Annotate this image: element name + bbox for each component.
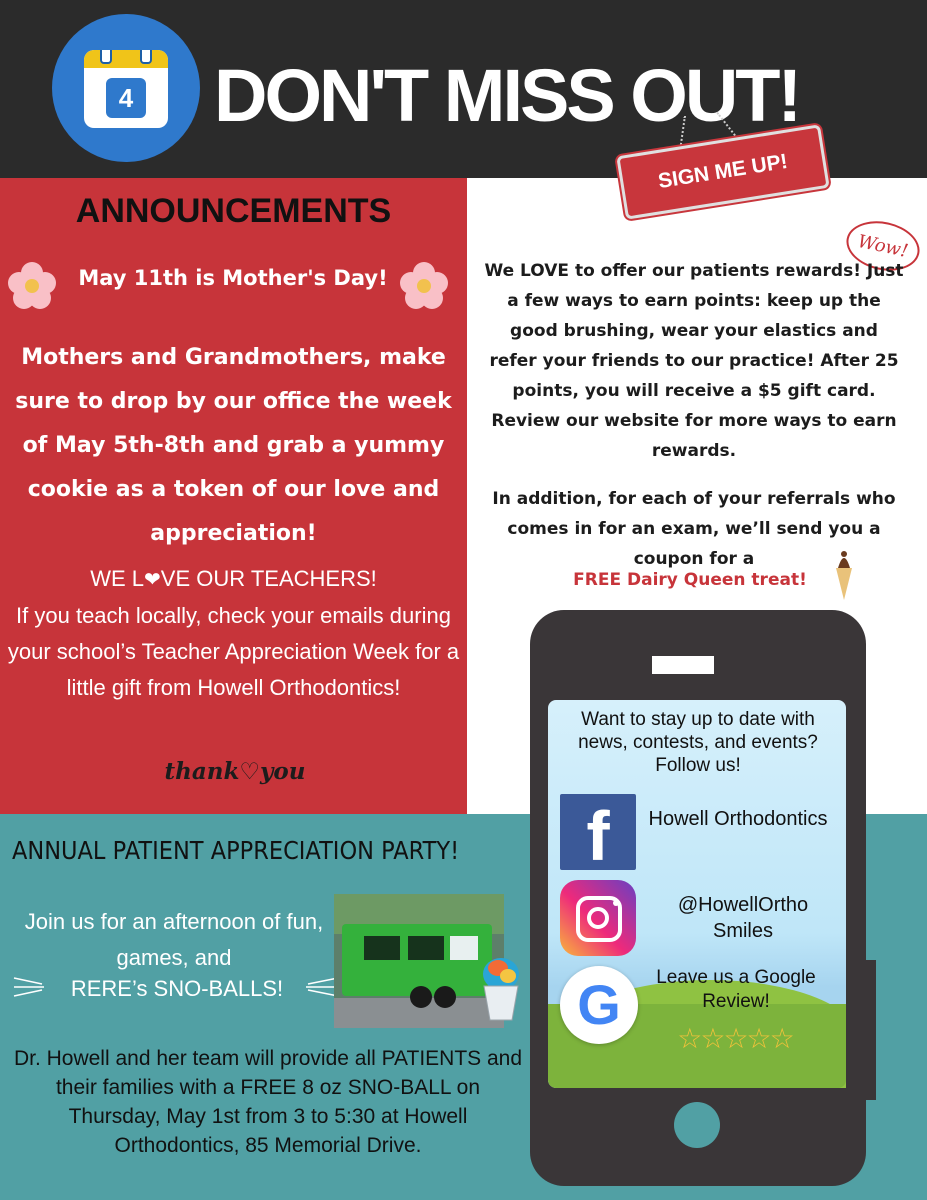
star-rating[interactable]: ☆☆☆☆☆ [677,1022,793,1055]
facebook-icon[interactable] [560,794,636,875]
dairy-queen-offer: FREE Dairy Queen treat! [573,570,807,590]
instagram-icon-lens [587,907,609,929]
snoball-cup-icon [478,952,524,1022]
google-icon[interactable] [560,966,638,1044]
facebook-f-letter: f [586,797,610,875]
heart-icon: ❤ [144,569,161,591]
facebook-link[interactable]: Howell Orthodontics [648,808,828,830]
teachers-heading-post: VE OUR TEACHERS! [160,566,377,591]
rere-snoballs-text: RERE’s SNO-BALLS! [70,976,284,1001]
phone-frame-right-edge [846,960,876,1100]
calendar-ring-left [100,50,112,64]
party-join-text: Join us for an afternoon of fun, games, and [24,909,324,970]
phone-home-button[interactable] [674,1102,720,1148]
calendar-number-wrap [84,70,168,126]
teachers-heading-pre: WE L [90,566,145,591]
truck-window [408,936,444,960]
phone-frame-bottom-edge [548,1088,848,1102]
instagram-link[interactable]: @HowellOrtho Smiles [677,894,809,942]
flower-icon-left [8,262,56,310]
mothers-day-title: May 11th is Mother's Day! [78,266,388,290]
google-review-link[interactable]: Leave us a Google Review! [656,967,816,1012]
wow-bubble: Wow! [842,215,924,277]
follow-us-text: Want to stay up to date with news, contests, and events? Follow us! [578,709,818,776]
truck-wheel [434,986,456,1008]
truck-wheel [410,986,432,1008]
ice-cream-cone-icon [828,550,860,602]
announcements-heading: ANNOUNCEMENTS [75,192,392,230]
rewards-body: We LOVE to offer our patients rewards! Just a few ways to earn points: keep up the good brushing, wear your elastics and refer your friends to our practice! After 25 points, you will receive a $5 gift card. Review our website for more ways to earn rewards. [484,261,904,461]
instagram-icon[interactable] [560,880,636,956]
truck-menu-board [450,936,478,960]
instagram-icon-dot [613,900,619,906]
referrals-body: In addition, for each of your referrals who comes in for an exam, we’ll send you a coupon for a [492,489,896,569]
calendar-day: 4 [106,78,146,118]
phone-speaker [652,656,714,674]
mothers-day-body: Mothers and Grandmothers, make sure to drop by our office the week of May 5th-8th and grab a yummy cookie as a token of our love and appreciation! [15,345,452,546]
thank-you-script: thank♡you [164,758,306,785]
party-title: ANNUAL PATIENT APPRECIATION PARTY! [12,836,460,865]
sign-me-up-button[interactable]: SIGN ME UP! [616,124,829,219]
calendar-top-bar [84,50,168,68]
teachers-body: If you teach locally, check your emails during your school’s Teacher Appreciation Week for a little gift from Howell Orthodontics! [7,603,460,700]
teachers-heading [0,566,467,592]
page-title: DON'T MISS OUT! [214,54,800,137]
party-details: Dr. Howell and her team will provide all PATIENTS and their families with a FREE 8 oz SNO-BALL on Thursday, May 1st from 3 to 5:30 at Howell Orthodontics, 85 Memorial Drive. [13,1047,523,1157]
truck-window [364,936,400,960]
truck-shape [342,924,492,996]
google-g-letter: G [577,973,621,1036]
calendar-ring-right [140,50,152,64]
calendar-icon [84,50,168,128]
